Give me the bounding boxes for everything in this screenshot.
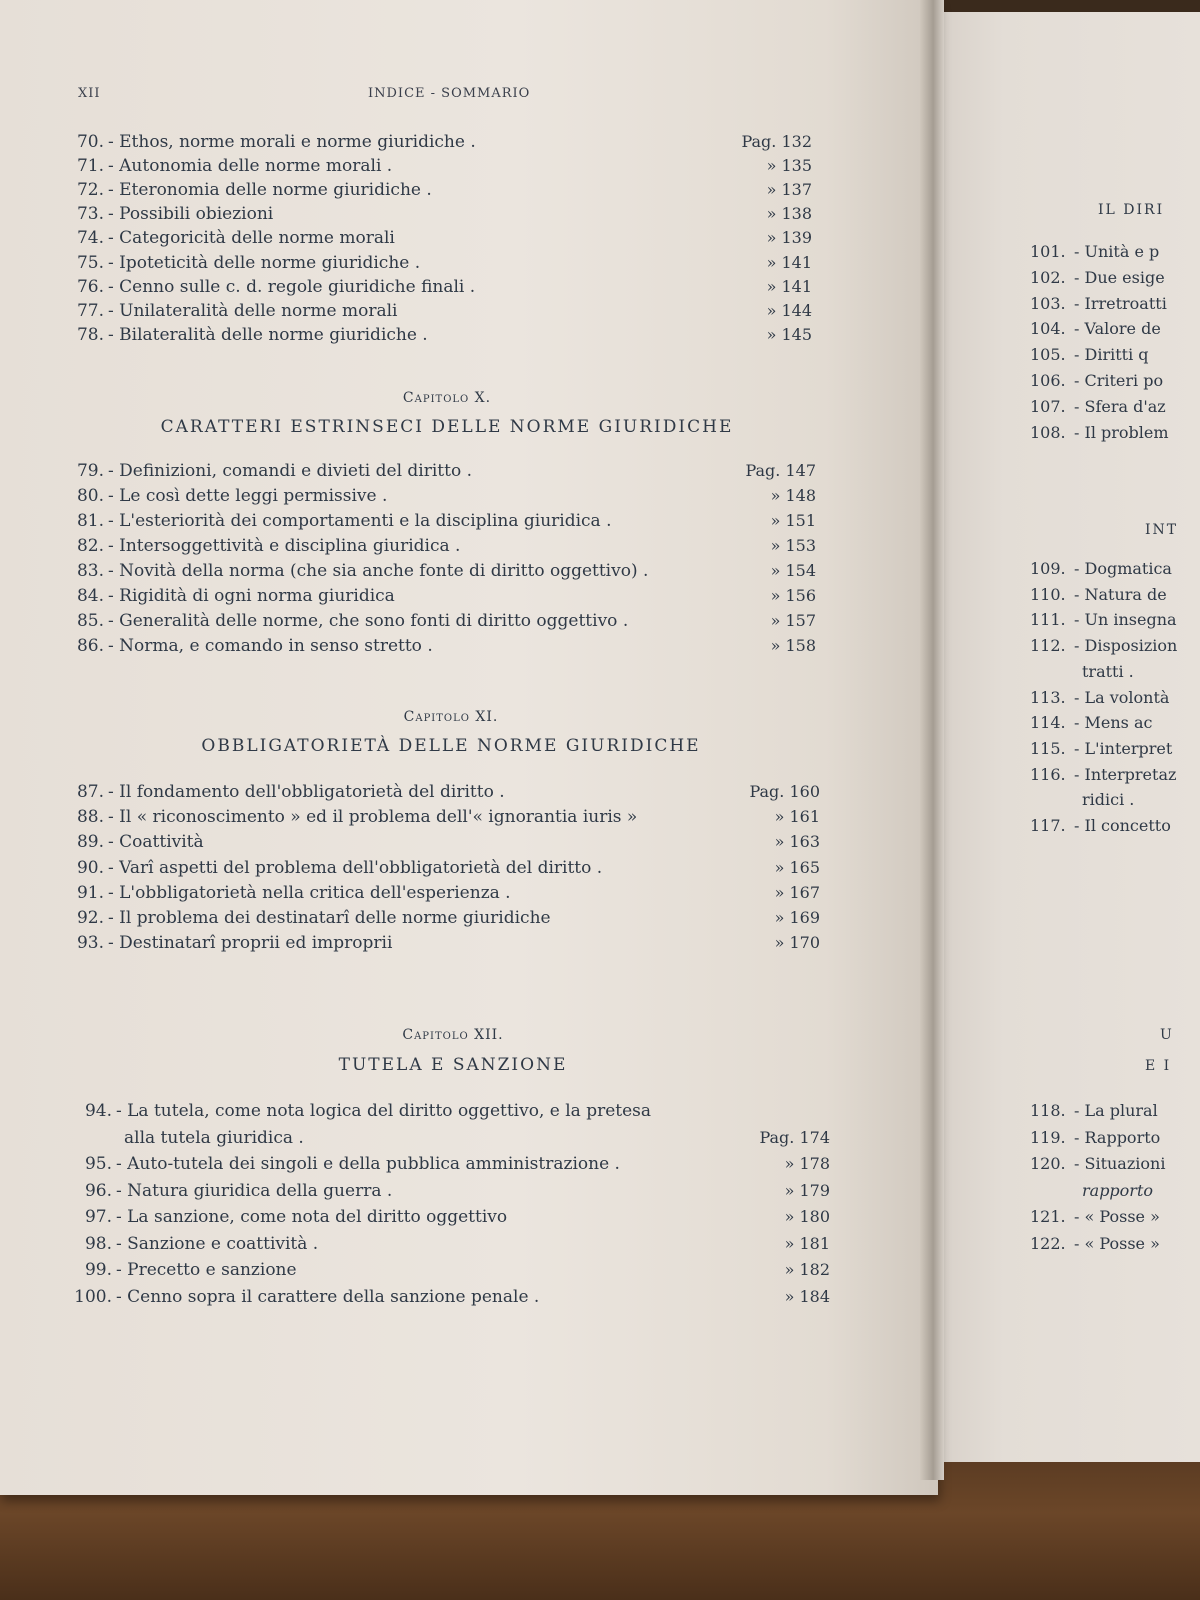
entry-title: - Natura de [1074, 584, 1167, 604]
entry-number: 114. [1030, 713, 1066, 733]
toc-entry [84, 1152, 620, 1176]
toc-entry [76, 251, 421, 275]
entry-page: » 135 [766, 156, 812, 175]
toc-entry [1030, 317, 1161, 341]
entry-title: - Sfera d'az [1074, 396, 1166, 416]
toc-entry [76, 154, 393, 178]
entry-title: - La tutela, come nota logica del diritto oggettivo, e la pretesa [116, 1101, 652, 1121]
entry-page: » 151 [770, 511, 816, 530]
toc-entry [1030, 1179, 1153, 1203]
toc-entry [1030, 1232, 1160, 1256]
entry-number: 118. [1030, 1101, 1066, 1120]
toc-entry [1030, 240, 1159, 264]
page-header-title: INDICE - SOMMARIO [368, 86, 531, 101]
entry-page: » 148 [770, 486, 816, 505]
entry-number: 89. [76, 832, 104, 853]
toc-entry [76, 178, 432, 202]
toc-entry [1030, 1205, 1160, 1229]
toc-entry [84, 1258, 297, 1282]
entry-title: - Cenno sulle c. d. regole giuridiche finali . [108, 277, 476, 297]
entry-number: 75. [76, 253, 104, 273]
toc-entry [1030, 369, 1163, 393]
running-head [78, 86, 798, 110]
entry-number: 83. [76, 561, 104, 581]
toc-entry [76, 130, 476, 154]
entry-title: - Due esige [1074, 267, 1165, 287]
entry-number: 80. [76, 486, 104, 506]
toc-entry [76, 509, 612, 533]
entry-page: Pag. 174 [759, 1127, 830, 1147]
entry-title: - Bilateralità delle norme giuridiche . [108, 325, 428, 345]
entry-page: » 167 [774, 882, 820, 902]
entry-page: » 138 [766, 204, 812, 223]
entry-title: - Interpretaz [1074, 764, 1177, 784]
page-number: XII [78, 86, 101, 101]
entry-title: - Il fondamento dell'obbligatorietà del diritto . [108, 782, 505, 802]
entry-number: 86. [76, 636, 104, 656]
entry-number: 84. [76, 586, 104, 606]
entry-title: alla tutela giuridica . [124, 1127, 304, 1148]
toc-entry [76, 299, 398, 323]
entry-number: 88. [76, 807, 104, 828]
section-heading: U [1160, 1027, 1174, 1043]
entry-number: 110. [1030, 584, 1066, 604]
toc-entry [76, 202, 274, 226]
entry-title: - Auto-tutela dei singoli e della pubblica amministrazione . [116, 1154, 620, 1174]
entry-title: - La volontà [1074, 687, 1170, 707]
entry-number: 102. [1030, 267, 1066, 287]
entry-number: 87. [76, 782, 104, 802]
entry-title: - Coattività [108, 832, 204, 853]
entry-page: » 137 [766, 180, 812, 199]
entry-title: - Diritti q [1074, 345, 1149, 365]
entry-title: - Unilateralità delle norme morali [108, 301, 398, 321]
entry-page: » 180 [784, 1207, 830, 1226]
toc-entry [1030, 737, 1172, 761]
toc-entry [76, 805, 638, 829]
entry-number: 94. [84, 1101, 112, 1121]
entry-number: 116. [1030, 764, 1066, 784]
entry-number: 92. [76, 908, 104, 928]
entry-title: - Norma, e comando in senso stretto . [108, 636, 433, 656]
entry-page: » 139 [766, 228, 812, 247]
entry-title: - Precetto e sanzione [116, 1260, 297, 1280]
entry-number: 74. [76, 228, 104, 248]
entry-title: ridici . [1082, 790, 1135, 810]
toc-entry [1030, 343, 1149, 367]
entry-number: 95. [84, 1154, 112, 1174]
entry-title: - Sanzione e coattività . [116, 1233, 319, 1254]
toc-entry [124, 1126, 304, 1150]
toc-entry [1030, 608, 1177, 632]
entry-title: - Un insegna [1074, 610, 1177, 630]
entry-number: 101. [1030, 242, 1066, 261]
entry-number: 106. [1030, 371, 1066, 390]
entry-title: - Valore de [1074, 319, 1161, 339]
entry-title: - Natura giuridica della guerra . [116, 1180, 393, 1201]
entry-title: - Disposizion [1074, 636, 1178, 656]
entry-page: » 181 [784, 1233, 830, 1253]
entry-page: Pag. 132 [741, 132, 812, 151]
entry-title: - L'obbligatorietà nella critica dell'esperienza . [108, 882, 511, 903]
toc-entry [84, 1232, 319, 1256]
section-heading: E I [1145, 1058, 1172, 1074]
toc-entry [76, 534, 461, 558]
entry-title: - L'esteriorità dei comportamenti e la disciplina giuridica . [108, 511, 612, 531]
toc-entry [76, 459, 472, 483]
entry-title: - L'interpret [1074, 738, 1173, 758]
chapter-label: Capitolo XII. [402, 1027, 504, 1043]
entry-page: » 169 [774, 908, 820, 927]
toc-entry [76, 780, 505, 804]
toc-entry [76, 559, 649, 583]
entry-page: » 153 [770, 536, 816, 555]
entry-page: » 179 [784, 1180, 830, 1200]
entry-number: 98. [84, 1233, 112, 1254]
toc-entry [1030, 266, 1165, 290]
entry-number: 111. [1030, 610, 1066, 630]
entry-number: 113. [1030, 687, 1066, 707]
toc-entry [84, 1179, 393, 1203]
entry-number: 72. [76, 180, 104, 200]
entry-number: 121. [1030, 1207, 1066, 1226]
toc-entry [84, 1099, 652, 1123]
entry-number: 103. [1030, 293, 1066, 313]
toc-entry [76, 226, 395, 250]
toc-entry [76, 906, 551, 930]
toc-entry [1030, 1126, 1160, 1150]
entry-title: - Irretroatti [1074, 293, 1167, 313]
toc-entry [84, 1205, 508, 1229]
entry-title: - La plural [1074, 1101, 1158, 1120]
toc-entry [1030, 583, 1167, 607]
entry-number: 122. [1030, 1233, 1066, 1253]
entry-page: » 145 [766, 325, 812, 344]
entry-title: - Novità della norma (che sia anche fonte di diritto oggettivo) . [108, 561, 649, 581]
entry-number: 78. [76, 325, 104, 345]
entry-title: - Generalità delle norme, che sono fonti di diritto oggettivo . [108, 611, 629, 631]
entry-title: - « Posse » [1074, 1207, 1160, 1226]
entry-title: - Unità e p [1074, 242, 1160, 261]
section-heading: INT [1145, 522, 1179, 538]
toc-entry [76, 856, 603, 880]
entry-title: - Rigidità di ogni norma giuridica [108, 586, 395, 606]
entry-title: - Definizioni, comandi e divieti del diritto . [108, 461, 472, 481]
entry-page: » 141 [766, 253, 812, 272]
entry-title: - Il concetto [1074, 816, 1171, 835]
entry-number: 117. [1030, 816, 1066, 835]
entry-number: 85. [76, 611, 104, 631]
entry-title: - Intersoggettività e disciplina giuridica . [108, 536, 461, 556]
entry-page: » 165 [774, 857, 820, 877]
toc-entry [76, 275, 476, 299]
toc-entry [1030, 292, 1167, 316]
entry-title: - Eteronomia delle norme giuridiche . [108, 180, 432, 200]
toc-entry [1030, 395, 1166, 419]
entry-page: Pag. 160 [749, 782, 820, 801]
entry-title: - Situazioni [1074, 1154, 1166, 1173]
toc-entry [1030, 788, 1134, 812]
entry-title: - Il problem [1074, 422, 1169, 442]
toc-entry [74, 1285, 540, 1309]
toc-entry [76, 931, 393, 955]
toc-entry [1030, 1099, 1158, 1123]
entry-title: - Autonomia delle norme morali . [108, 156, 393, 176]
entry-page: » 184 [784, 1286, 830, 1306]
section-heading: IL DIRI [1098, 202, 1165, 218]
entry-number: 81. [76, 511, 104, 531]
entry-number: 96. [84, 1180, 112, 1201]
entry-number: 120. [1030, 1154, 1066, 1173]
entry-number: 100. [74, 1286, 112, 1307]
entry-title: rapporto [1082, 1180, 1154, 1200]
toc-entry [76, 830, 204, 854]
toc-entry [76, 634, 433, 658]
entry-number: 115. [1030, 738, 1066, 758]
entry-page: » 163 [774, 832, 820, 852]
entry-page: » 154 [770, 561, 816, 580]
entry-title: - La sanzione, come nota del diritto oggettivo [116, 1207, 508, 1227]
entry-number: 112. [1030, 636, 1066, 656]
toc-entry [1030, 634, 1177, 658]
entry-number: 107. [1030, 396, 1066, 416]
toc-entry [1030, 763, 1176, 787]
chapter-title: OBBLIGATORIETÀ DELLE NORME GIURIDICHE [201, 736, 701, 756]
entry-title: - Possibili obiezioni [108, 204, 274, 224]
toc-entry [76, 609, 629, 633]
entry-number: 77. [76, 301, 104, 321]
entry-page: » 156 [770, 586, 816, 605]
entry-number: 76. [76, 277, 104, 297]
entry-title: - Il « riconoscimento » ed il problema dell'« ignorantia iuris » [108, 807, 638, 828]
entry-title: - Dogmatica [1074, 559, 1172, 578]
entry-title: - Rapporto [1074, 1127, 1161, 1147]
entry-number: 105. [1030, 345, 1066, 365]
entry-number: 109. [1030, 559, 1066, 578]
chapter-label: Capitolo XI. [403, 709, 499, 725]
entry-title: - Criteri po [1074, 371, 1164, 390]
toc-entry [76, 584, 395, 608]
entry-title: - Le così dette leggi permissive . [108, 486, 388, 506]
entry-page: » 161 [774, 807, 820, 827]
entry-number: 71. [76, 156, 104, 176]
entry-title: - Destinatarî proprii ed improprii [108, 933, 393, 954]
entry-page: Pag. 147 [745, 461, 816, 480]
entry-page: » 141 [766, 277, 812, 296]
entry-title: tratti . [1082, 661, 1134, 681]
entry-title: - Cenno sopra il carattere della sanzione penale . [116, 1286, 540, 1307]
entry-number: 91. [76, 882, 104, 903]
entry-number: 108. [1030, 422, 1066, 442]
entry-number: 93. [76, 933, 104, 954]
entry-number: 79. [76, 461, 104, 481]
entry-page: » 158 [770, 636, 816, 655]
entry-number: 119. [1030, 1127, 1066, 1147]
book-gutter [920, 0, 944, 1480]
entry-title: - Il problema dei destinatarî delle norme giuridiche [108, 908, 551, 928]
entry-number: 99. [84, 1260, 112, 1280]
entry-number: 97. [84, 1207, 112, 1227]
chapter-label: Capitolo X. [402, 390, 492, 406]
toc-entry [1030, 421, 1169, 445]
entry-title: - Ethos, norme morali e norme giuridiche . [108, 132, 476, 152]
entry-number: 70. [76, 132, 104, 152]
toc-entry [1030, 1152, 1165, 1176]
chapter-title: CARATTERI ESTRINSECI DELLE NORME GIURIDICHE [160, 417, 734, 437]
entry-number: 90. [76, 857, 104, 878]
entry-page: » 178 [784, 1154, 830, 1173]
toc-entry [1030, 814, 1171, 838]
entry-number: 73. [76, 204, 104, 224]
entry-page: » 170 [774, 933, 820, 953]
entry-title: - Ipoteticità delle norme giuridiche . [108, 253, 421, 273]
entry-number: 104. [1030, 319, 1066, 339]
entry-page: » 157 [770, 611, 816, 630]
entry-number: 82. [76, 536, 104, 556]
chapter-title: TUTELA E SANZIONE [338, 1055, 568, 1075]
entry-title: - « Posse » [1074, 1233, 1160, 1253]
toc-entry [76, 881, 511, 905]
toc-entry [1030, 660, 1134, 684]
toc-entry [76, 484, 388, 508]
entry-title: - Varî aspetti del problema dell'obbligatorietà del diritto . [108, 857, 603, 878]
entry-title: - Categoricità delle norme morali [108, 228, 395, 248]
entry-page: » 182 [784, 1260, 830, 1279]
entry-title: - Mens ac [1074, 713, 1153, 733]
entry-page: » 144 [766, 301, 812, 320]
toc-entry [76, 323, 428, 347]
toc-entry [1030, 711, 1152, 735]
toc-entry [1030, 557, 1172, 581]
toc-entry [1030, 686, 1169, 710]
